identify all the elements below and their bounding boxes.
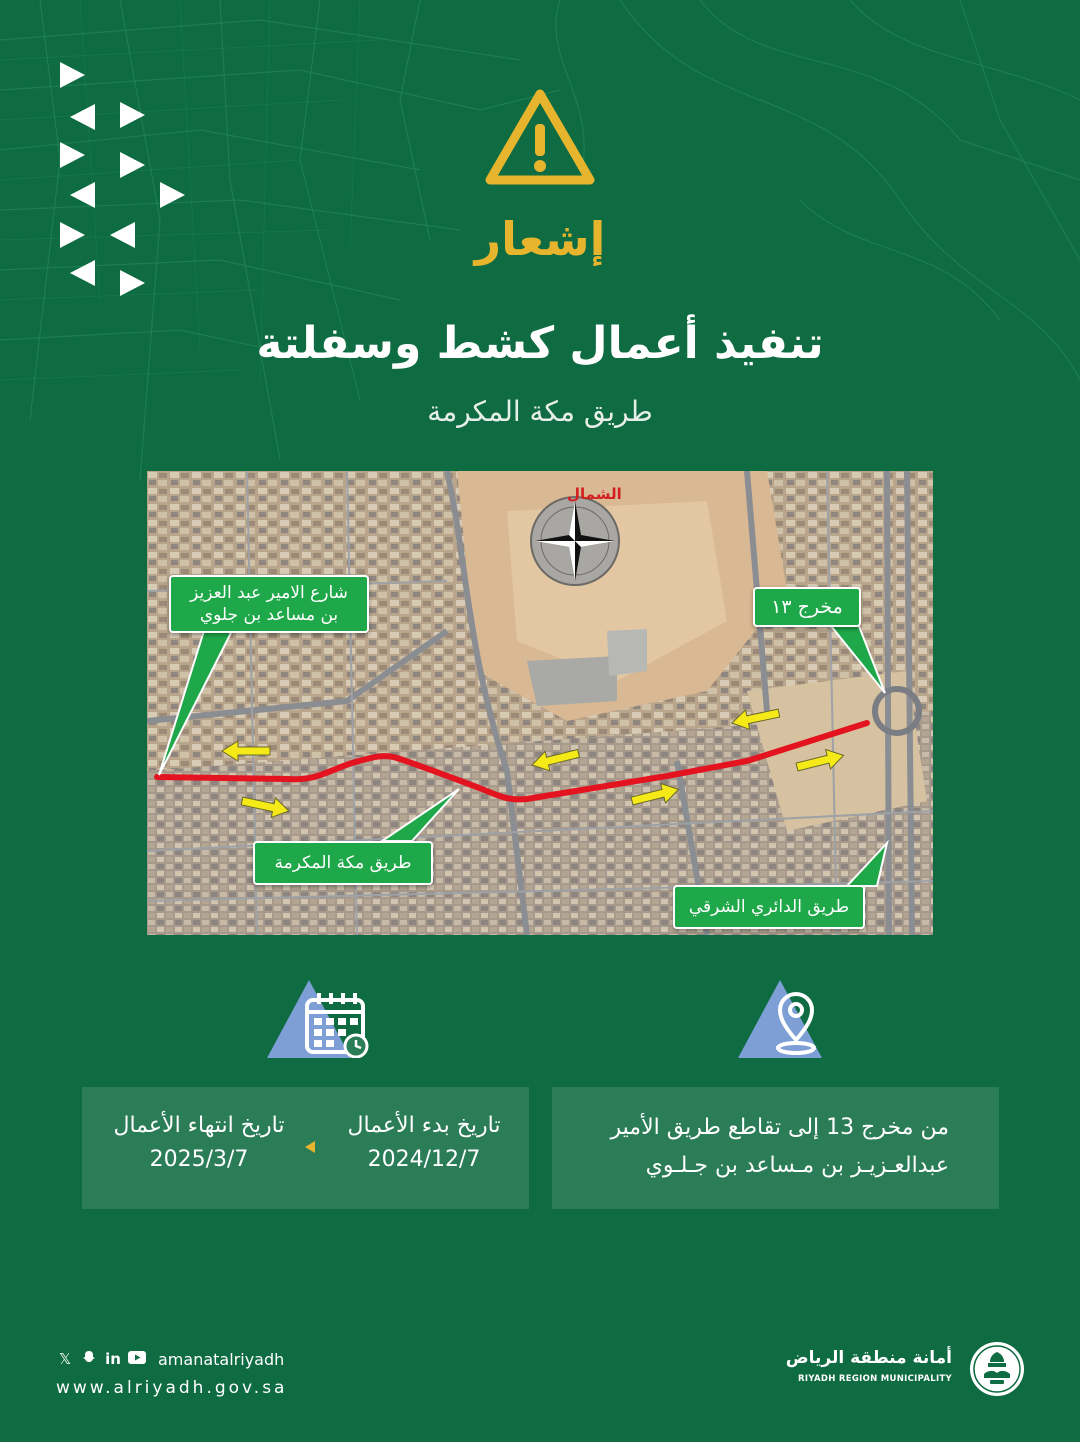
start-date-value: 2024/12/7 xyxy=(367,1147,481,1172)
x-icon[interactable]: 𝕏 xyxy=(58,1350,72,1368)
municipality-emblem-icon xyxy=(968,1340,1026,1398)
date-arrow-icon xyxy=(305,1141,315,1153)
page-title: تنفيذ أعمال كشط وسفلتة xyxy=(256,318,824,369)
warning-icon xyxy=(484,88,596,188)
snapchat-icon[interactable] xyxy=(80,1350,98,1368)
compass-icon xyxy=(531,497,619,585)
location-line-2: عبدالعـزيـز بن مـساعد بن جـلـوي xyxy=(645,1153,949,1178)
end-date-block xyxy=(94,1109,304,1177)
callout-eastern-ring-road: طريق الدائري الشرقي xyxy=(673,885,865,929)
footer-contact xyxy=(56,1348,287,1398)
dates-box xyxy=(82,1087,529,1209)
page-subtitle: طريق مكة المكرمة xyxy=(427,395,653,428)
notice-label: إشعار xyxy=(474,212,606,266)
municipality-name-ar: أمانة منطقة الرياض xyxy=(785,1348,952,1368)
callout-makkah-road: طريق مكة المكرمة xyxy=(253,841,433,885)
start-date-block xyxy=(334,1109,514,1177)
decorative-triangles xyxy=(55,60,195,310)
youtube-icon[interactable] xyxy=(128,1350,146,1368)
municipality-logo xyxy=(785,1340,1030,1400)
compass-north-label: الشمال xyxy=(567,485,622,503)
website-link[interactable]: www.alriyadh.gov.sa xyxy=(56,1378,288,1398)
end-date-value: 2025/3/7 xyxy=(149,1147,249,1172)
map-image xyxy=(147,471,933,935)
social-handle[interactable]: amanatalriyadh xyxy=(158,1349,285,1369)
municipality-name-en: RIYADH REGION MUNICIPALITY xyxy=(798,1374,952,1384)
callout-prince-street: شارع الامير عبد العزيز بن مساعد بن جلوي xyxy=(169,575,369,633)
end-date-label: تاريخ انتهاء الأعمال xyxy=(113,1113,285,1138)
location-box xyxy=(552,1087,999,1209)
location-pin-icon xyxy=(734,978,826,1058)
location-line-1: من مخرج 13 إلى تقاطع طريق الأمير xyxy=(610,1115,949,1140)
calendar-icon xyxy=(263,978,373,1058)
start-date-label: تاريخ بدء الأعمال xyxy=(347,1113,501,1138)
linkedin-icon[interactable]: in xyxy=(105,1350,121,1368)
callout-exit-13: مخرج ١٣ xyxy=(753,587,861,627)
